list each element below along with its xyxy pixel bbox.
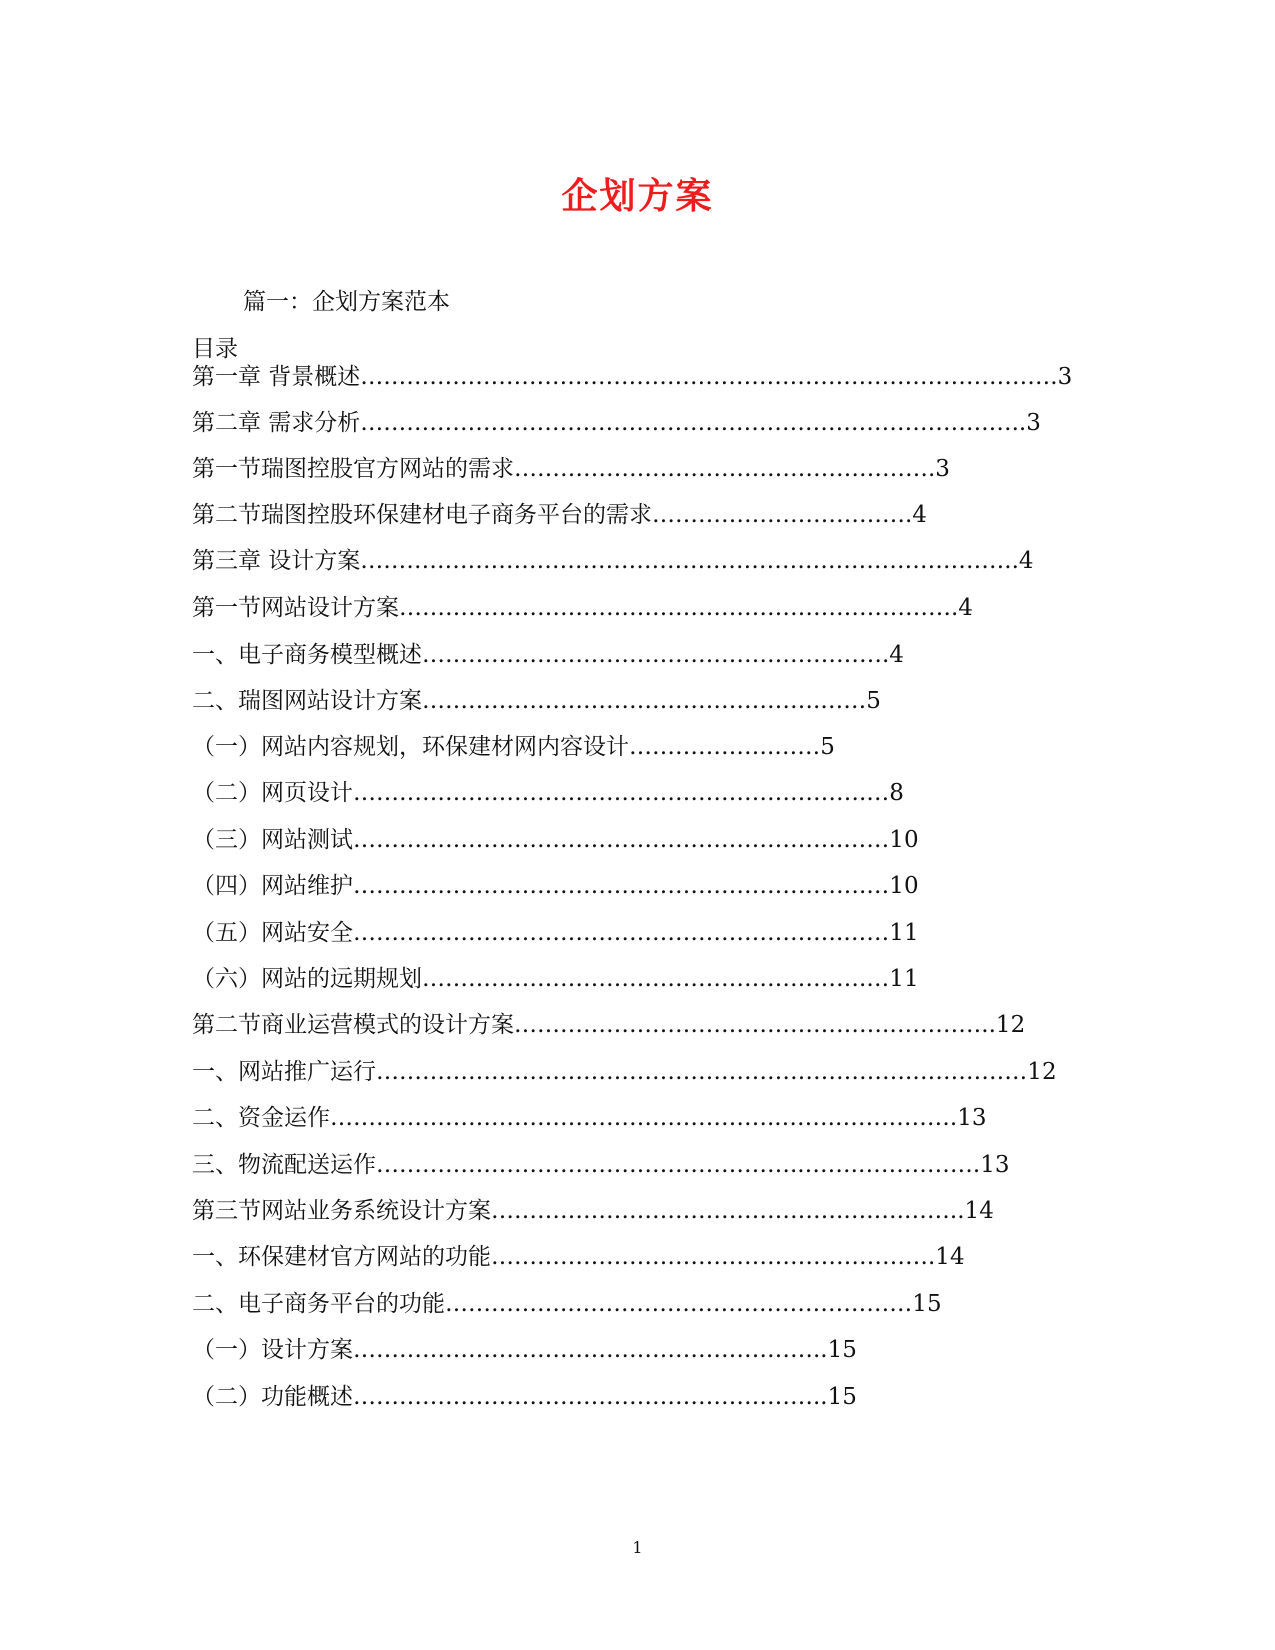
toc-entry: 第三节网站业务系统设计方案……………………………………….….….……..14: [192, 1198, 994, 1224]
toc-entry: 第一节瑞图控股官方网站的需求……………………………………………….3: [192, 456, 950, 482]
toc-entry: 第一章 背景概述……………………………………………………………………………….3: [192, 364, 1073, 390]
toc-entry: （六）网站的远期规划………………………………………………….…11: [192, 966, 919, 992]
toc-entry: 三、物流配送运作………………………………………………..…….…………….13: [192, 1152, 1010, 1178]
toc-entry: 二、资金运作…………………………………………………..…….…………….13: [192, 1105, 987, 1131]
toc-entry: （四）网站维护………………………………………………………….…10: [192, 873, 919, 899]
toc-entry: 第二节商业运营模式的设计方案………………………………………….…………..12: [192, 1012, 1026, 1038]
document-title: 企划方案: [561, 175, 714, 217]
toc-entry: 二、瑞图网站设计方案…………………………………………….……5: [192, 688, 881, 714]
toc-entry: 一、电子商务模型概述…………………………………………………….4: [192, 642, 904, 668]
toc-heading: 目录: [192, 336, 238, 362]
toc-entry: 第二章 需求分析……………………………………………………………………….…..3: [192, 410, 1041, 436]
toc-entry: （一）设计方案……………………………………………………..15: [192, 1337, 857, 1363]
toc-entry: （二）网页设计………………………………………………………….…8: [192, 780, 904, 806]
toc-entry: 二、电子商务平台的功能…………….………………………………………15: [192, 1291, 942, 1317]
toc-entry: （二）功能概述……………………………………………………..15: [192, 1384, 857, 1410]
toc-entry: （一）网站内容规划，环保建材网内容设计……………….……5: [192, 734, 835, 760]
toc-entry: 第二节瑞图控股环保建材电子商务平台的需求…………………………….4: [192, 502, 927, 528]
toc-entry: 第一节网站设计方案……………………………………………………………….4: [192, 595, 973, 621]
toc-entry: 第三章 设计方案…………………………………………………………………………..4: [192, 548, 1034, 574]
toc-entry: （三）网站测试……………………………………………………….……10: [192, 827, 919, 853]
page-number: 1: [632, 1538, 643, 1557]
document-subtitle: 篇一：企划方案范本: [243, 289, 450, 315]
toc-entry: 一、环保建材官方网站的功能………………………………………………….14: [192, 1244, 965, 1270]
toc-entry: 一、网站推广运行…………………………………………………………….……………12: [192, 1059, 1057, 1085]
toc-entry: （五）网站安全……………………………………………………….……11: [192, 920, 919, 946]
